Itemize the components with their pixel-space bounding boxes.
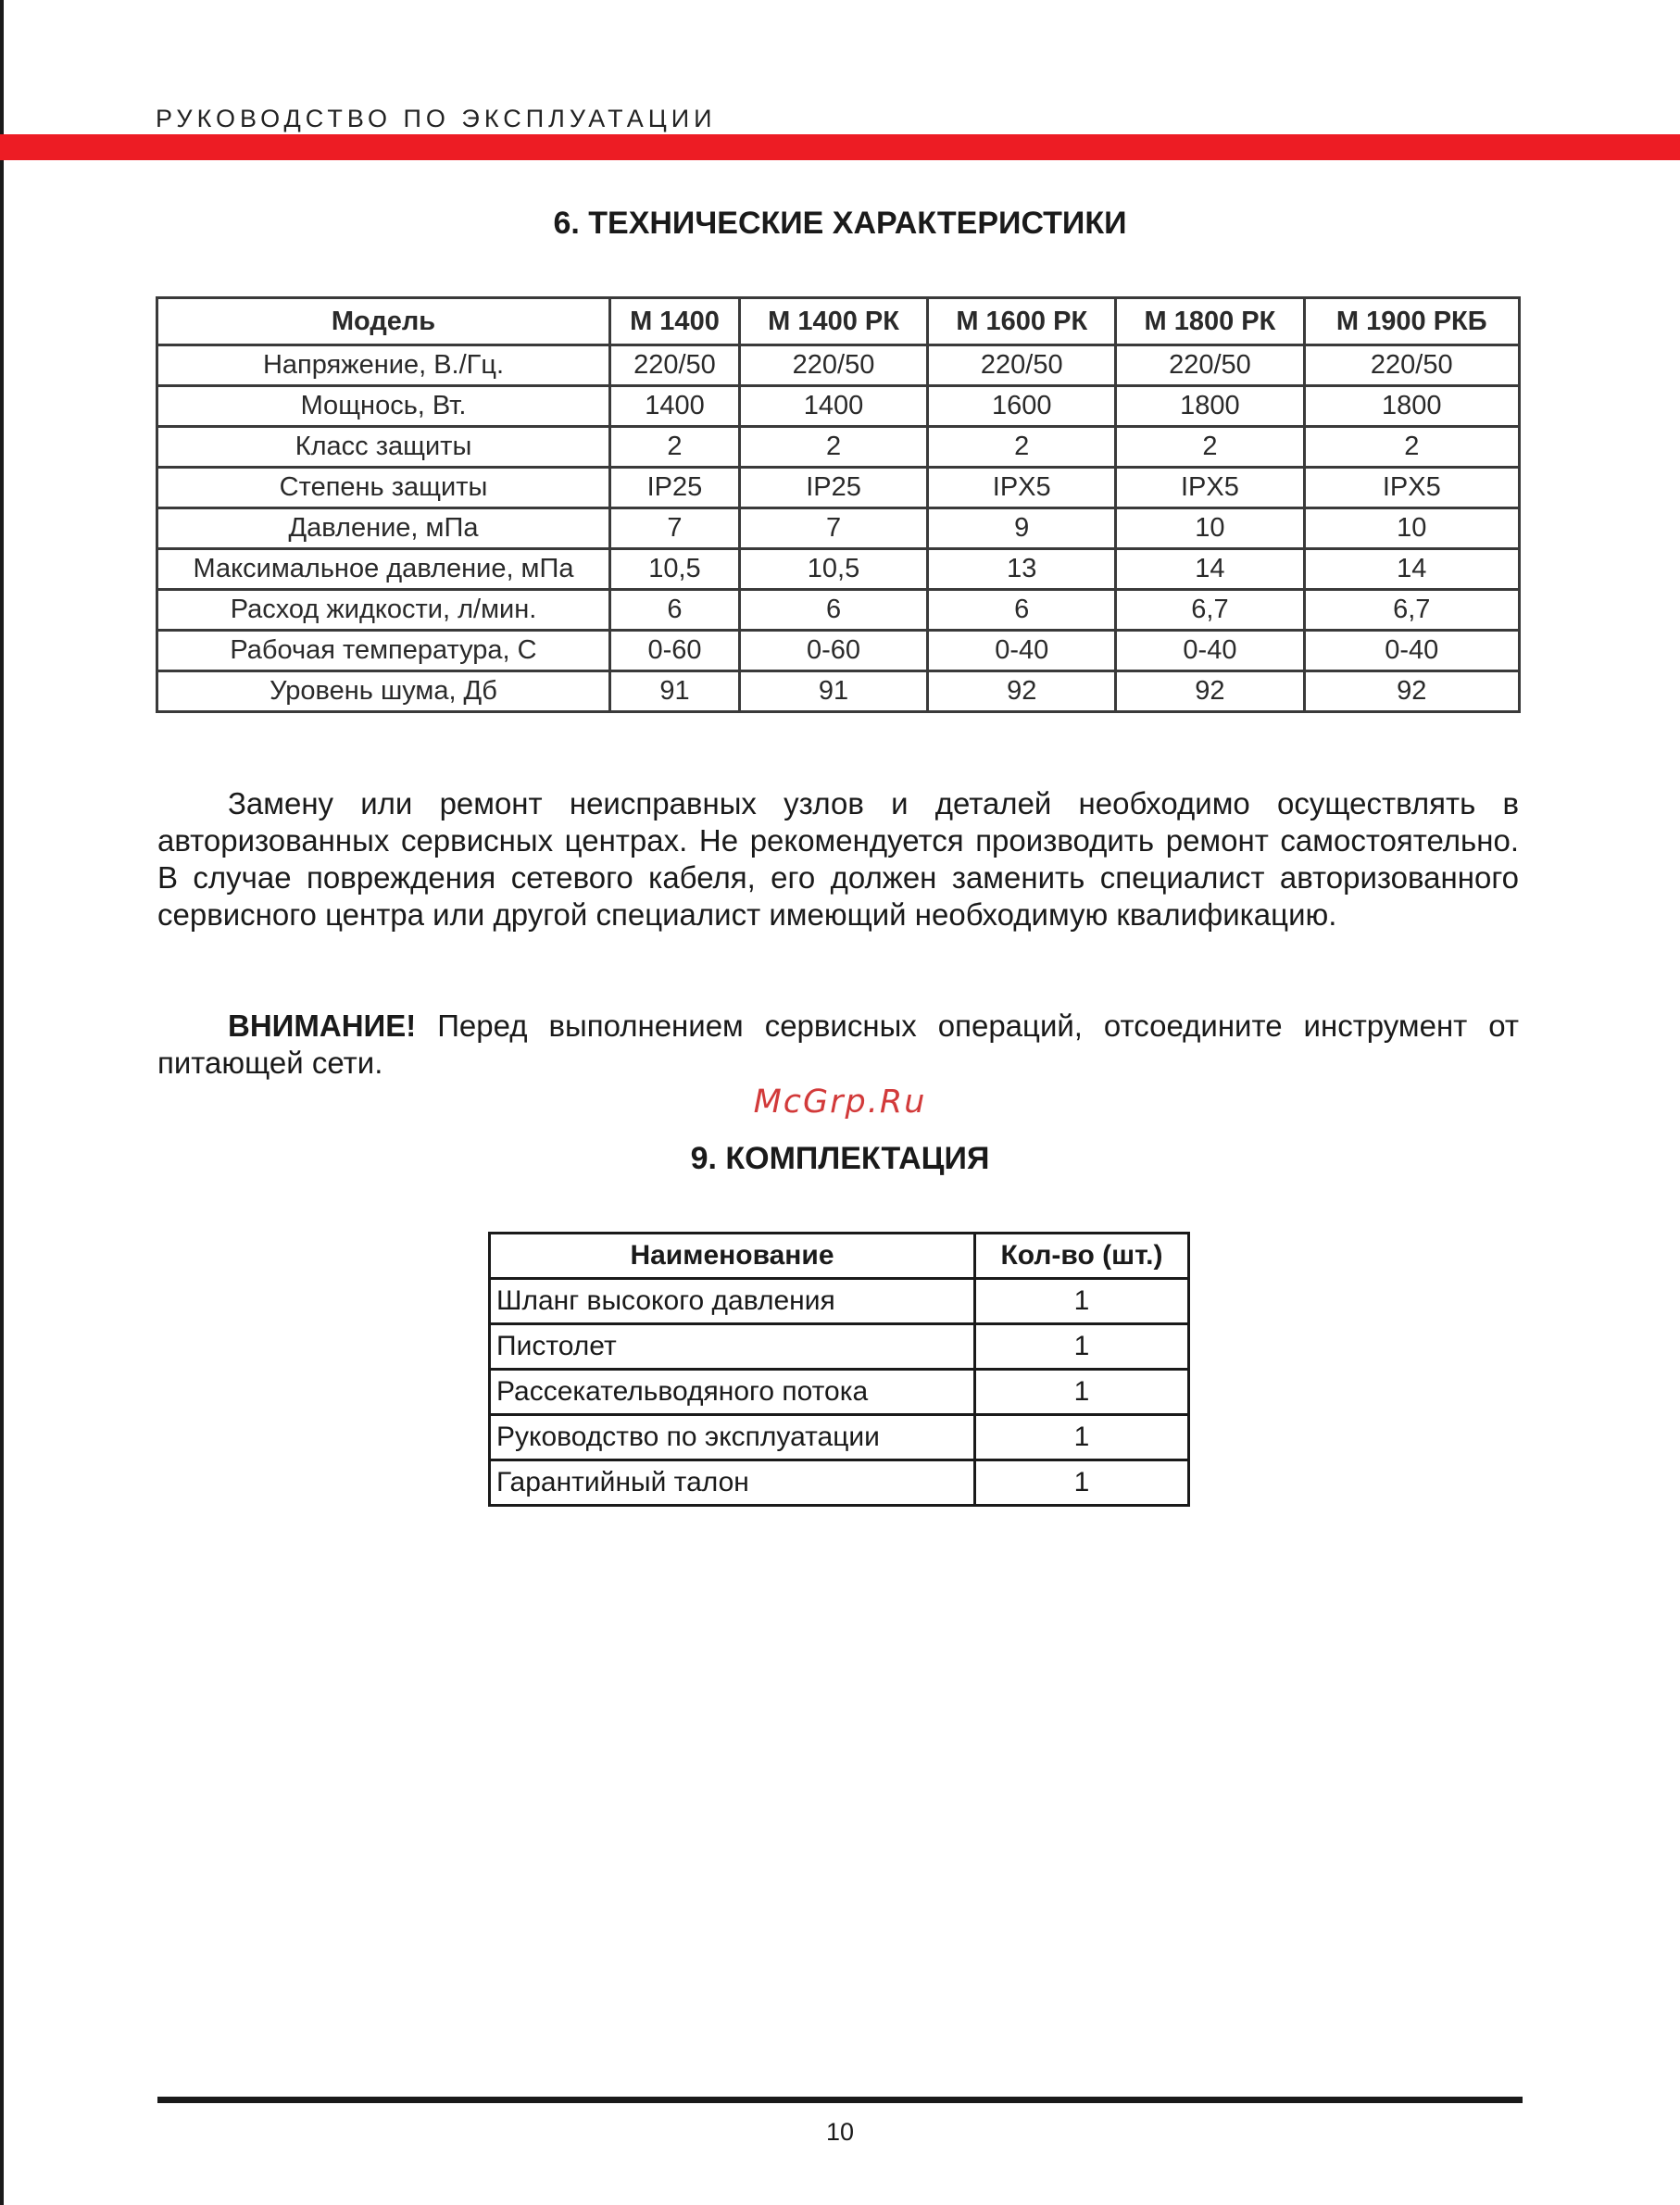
spec-value: 91	[610, 671, 740, 712]
spec-value: 10	[1116, 508, 1304, 549]
kit-item-name: Пистолет	[490, 1324, 975, 1370]
spec-label: Уровень шума, Дб	[157, 671, 610, 712]
spec-label: Максимальное давление, мПа	[157, 549, 610, 590]
warning-paragraph	[157, 1008, 1519, 1082]
spec-value: 7	[739, 508, 927, 549]
spec-value: 220/50	[610, 345, 740, 386]
column-header: Модель	[157, 298, 610, 345]
spec-label: Напряжение, В./Гц.	[157, 345, 610, 386]
table-row	[157, 549, 1520, 590]
spec-value: 91	[739, 671, 927, 712]
spec-value: 0-60	[610, 631, 740, 671]
spec-value: 0-40	[928, 631, 1116, 671]
spec-value: 220/50	[928, 345, 1116, 386]
kit-item-name: Шланг высокого давления	[490, 1279, 975, 1324]
table-row	[490, 1460, 1189, 1506]
spec-value: 220/50	[1304, 345, 1519, 386]
spec-value: 2	[610, 427, 740, 468]
column-header: М 1800 РК	[1116, 298, 1304, 345]
spec-value: IPX5	[1116, 468, 1304, 508]
kit-item-name: Руководство по эксплуатации	[490, 1415, 975, 1460]
spec-value: 1600	[928, 386, 1116, 427]
spec-value: 10	[1304, 508, 1519, 549]
spec-value: 10,5	[739, 549, 927, 590]
spec-label: Класс защиты	[157, 427, 610, 468]
watermark: McGrp.Ru	[753, 1084, 927, 1121]
spec-value: 6,7	[1304, 590, 1519, 631]
spec-value: 6,7	[1116, 590, 1304, 631]
page-number: 10	[825, 2118, 855, 2146]
table-row	[157, 590, 1520, 631]
table-row	[490, 1279, 1189, 1324]
spec-value: 6	[739, 590, 927, 631]
spec-value: 6	[928, 590, 1116, 631]
table-row	[490, 1324, 1189, 1370]
table-row	[157, 508, 1520, 549]
spec-value: 220/50	[739, 345, 927, 386]
kit-item-qty: 1	[975, 1460, 1189, 1506]
spec-value: 10,5	[610, 549, 740, 590]
spec-value: 0-60	[739, 631, 927, 671]
tech-specs-header-row	[157, 298, 1520, 345]
tech-specs-table	[156, 296, 1521, 713]
spec-value: 92	[1304, 671, 1519, 712]
spec-value: 14	[1116, 549, 1304, 590]
spec-value: 2	[1304, 427, 1519, 468]
kit-item-name: Рассекательводяного потока	[490, 1370, 975, 1415]
spec-value: 13	[928, 549, 1116, 590]
spec-value: 92	[928, 671, 1116, 712]
kit-header-row	[490, 1234, 1189, 1279]
spec-value: 14	[1304, 549, 1519, 590]
column-header: Наименование	[490, 1234, 975, 1279]
kit-item-name: Гарантийный талон	[490, 1460, 975, 1506]
service-paragraph: Замену или ремонт неисправных узлов и деталей необходимо осуществлять в авторизованных сервисных центрах. Не рекомендуется производить ремонт самостоятельно. В случае повреждения сетевого кабеля, его должен заменить специалист авторизованного сервисного центра или другой специалист имеющий необходимую квалификацию.	[157, 786, 1519, 932]
spec-label: Расход жидкости, л/мин.	[157, 590, 610, 631]
spec-value: 92	[1116, 671, 1304, 712]
warning-text: Перед выполнением сервисных операций, отсоедините инструмент от питающей сети.	[157, 1009, 1519, 1080]
table-row	[157, 631, 1520, 671]
spec-value: 220/50	[1116, 345, 1304, 386]
table-row	[157, 671, 1520, 712]
column-header: Кол-во (шт.)	[975, 1234, 1189, 1279]
spec-value: 1400	[739, 386, 927, 427]
kit-item-qty: 1	[975, 1324, 1189, 1370]
header-red-bar	[0, 134, 1680, 160]
table-row	[157, 345, 1520, 386]
table-row	[490, 1370, 1189, 1415]
warning-label: ВНИМАНИЕ!	[228, 1009, 417, 1043]
spec-label: Рабочая температура, С	[157, 631, 610, 671]
table-row	[157, 468, 1520, 508]
spec-value: 6	[610, 590, 740, 631]
tech-specs-title: 6. ТЕХНИЧЕСКИЕ ХАРАКТЕРИСТИКИ	[553, 206, 1127, 241]
spec-value: 0-40	[1304, 631, 1519, 671]
spec-label: Мощнось, Вт.	[157, 386, 610, 427]
column-header: М 1400	[610, 298, 740, 345]
spec-value: 9	[928, 508, 1116, 549]
kit-table	[488, 1232, 1190, 1507]
spec-label: Степень защиты	[157, 468, 610, 508]
spec-value: IPX5	[928, 468, 1116, 508]
kit-item-qty: 1	[975, 1415, 1189, 1460]
spec-value: 1800	[1304, 386, 1519, 427]
spec-value: 2	[739, 427, 927, 468]
spec-value: IP25	[610, 468, 740, 508]
spec-value: 1800	[1116, 386, 1304, 427]
column-header: М 1600 РК	[928, 298, 1116, 345]
kit-item-qty: 1	[975, 1279, 1189, 1324]
spec-value: IPX5	[1304, 468, 1519, 508]
footer-rule	[157, 2097, 1523, 2103]
table-row	[157, 427, 1520, 468]
table-row	[490, 1415, 1189, 1460]
spec-value: 2	[928, 427, 1116, 468]
spec-value: 1400	[610, 386, 740, 427]
spec-value: IP25	[739, 468, 927, 508]
spec-value: 7	[610, 508, 740, 549]
spec-value: 0-40	[1116, 631, 1304, 671]
spec-label: Давление, мПа	[157, 508, 610, 549]
column-header: М 1400 РК	[739, 298, 927, 345]
manual-header: РУКОВОДСТВО ПО ЭКСПЛУАТАЦИИ	[156, 105, 717, 132]
kit-title: 9. КОМПЛЕКТАЦИЯ	[690, 1141, 990, 1176]
column-header: М 1900 РКБ	[1304, 298, 1519, 345]
table-row	[157, 386, 1520, 427]
spec-value: 2	[1116, 427, 1304, 468]
kit-item-qty: 1	[975, 1370, 1189, 1415]
